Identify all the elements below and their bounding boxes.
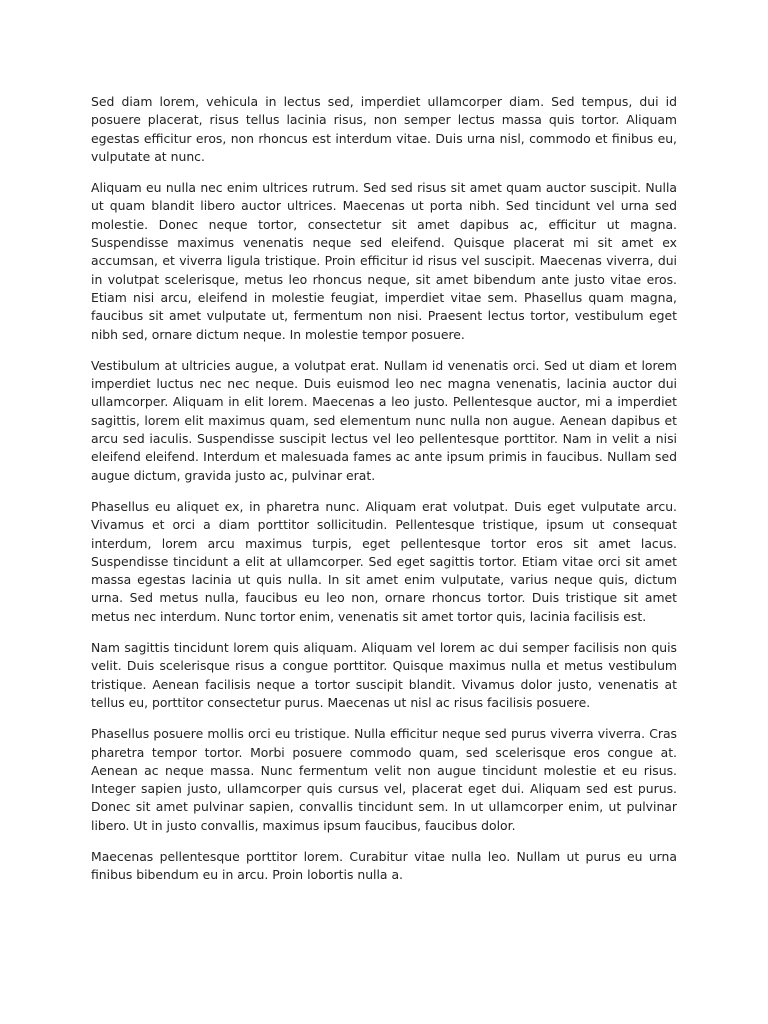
paragraph-3: Vestibulum at ultricies augue, a volutpat erat. Nullam id venenatis orci. Sed ut diam et lorem imperdiet luctus nec nec neque. Duis euismod leo nec magna venenatis, lacinia auctor dui ullamcorper. Aliquam in elit lorem. Maecenas a leo justo. Pellentesque auctor, mi a imperdiet sagittis, lorem elit maximus quam, sed elementum nunc nulla non augue. Aenean dapibus et arcu sed iaculis. Suspendisse suscipit lectus vel leo pellentesque porttitor. Nam in velit a nisi eleifend eleifend. Interdum et malesuada fames ac ante ipsum primis in faucibus. Nullam sed augue dictum, gravida justo ac, pulvinar erat. — [91, 357, 677, 483]
paragraph-6: Phasellus posuere mollis orci eu tristique. Nulla efficitur neque sed purus viverra viverra. Cras pharetra tempor tortor. Morbi posuere commodo quam, sed scelerisque eros congue at. Aenean ac neque massa. Nunc fermentum velit non augue tincidunt molestie et eu risus. Integer sapien justo, ullamcorper quis cursus vel, placerat eget dui. Aliquam sed est purus. Donec sit amet pulvinar sapien, convallis tincidunt sem. In ut ullamcorper enim, ut pulvinar libero. Ut in justo convallis, maximus ipsum faucibus, faucibus dolor. — [91, 726, 677, 833]
paragraph-5: Nam sagittis tincidunt lorem quis aliquam. Aliquam vel lorem ac dui semper facilisis non quis velit. Duis scelerisque risus a congue porttitor. Quisque maximus nulla et metus vestibulum tristique. Aenean facilisis neque a tortor suscipit blandit. Vivamus dolor justo, venenatis at tellus eu, porttitor consectetur purus. Maecenas ut nisl ac risus facilisis posuere. — [91, 640, 677, 710]
document-page — [91, 93, 677, 898]
paragraph-1: Sed diam lorem, vehicula in lectus sed, imperdiet ullamcorper diam. Sed tempus, dui id posuere placerat, risus tellus lacinia risus, non semper lectus massa quis tortor. Aliquam egestas efficitur eros, non rhoncus est interdum vitae. Duis urna nisl, commodo et finibus eu, vulputate at nunc. — [91, 94, 677, 164]
paragraph-2: Aliquam eu nulla nec enim ultrices rutrum. Sed sed risus sit amet quam auctor suscipit. Nulla ut quam blandit libero auctor ultrices. Maecenas ut porta nibh. Sed tincidunt vel urna sed molestie. Donec neque tortor, consectetur sit amet dapibus ac, efficitur ut magna. Suspendisse maximus venenatis neque sed eleifend. Quisque placerat mi sit amet ex accumsan, et viverra ligula tristique. Proin efficitur id risus vel suscipit. Maecenas viverra, dui in volutpat scelerisque, metus leo rhoncus neque, sit amet bibendum ante justo vitae eros. Etiam nisi arcu, eleifend in molestie feugiat, imperdiet vitae sem. Phasellus quam magna, faucibus sit amet vulputate ut, fermentum non nisi. Praesent lectus tortor, vestibulum eget nibh sed, ornare dictum neque. In molestie tempor posuere. — [91, 180, 677, 342]
paragraph-4: Phasellus eu aliquet ex, in pharetra nunc. Aliquam erat volutpat. Duis eget vulputate arcu. Vivamus et orci a diam porttitor sollicitudin. Pellentesque tristique, ipsum ut consequat interdum, lorem arcu maximus turpis, eget pellentesque tortor eros sit amet lacus. Suspendisse tincidunt a elit at ullamcorper. Sed eget sagittis tortor. Etiam vitae orci sit amet massa egestas lacinia ut quis nulla. In sit amet enim vulputate, varius neque quis, dictum urna. Sed metus nulla, faucibus eu leo non, ornare rhoncus tortor. Duis tristique sit amet metus nec interdum. Nunc tortor enim, venenatis sit amet tortor quis, lacinia facilisis est. — [91, 498, 677, 624]
paragraph-7: Maecenas pellentesque porttitor lorem. Curabitur vitae nulla leo. Nullam ut purus eu urna finibus bibendum eu in arcu. Proin lobortis nulla a. — [91, 848, 677, 883]
